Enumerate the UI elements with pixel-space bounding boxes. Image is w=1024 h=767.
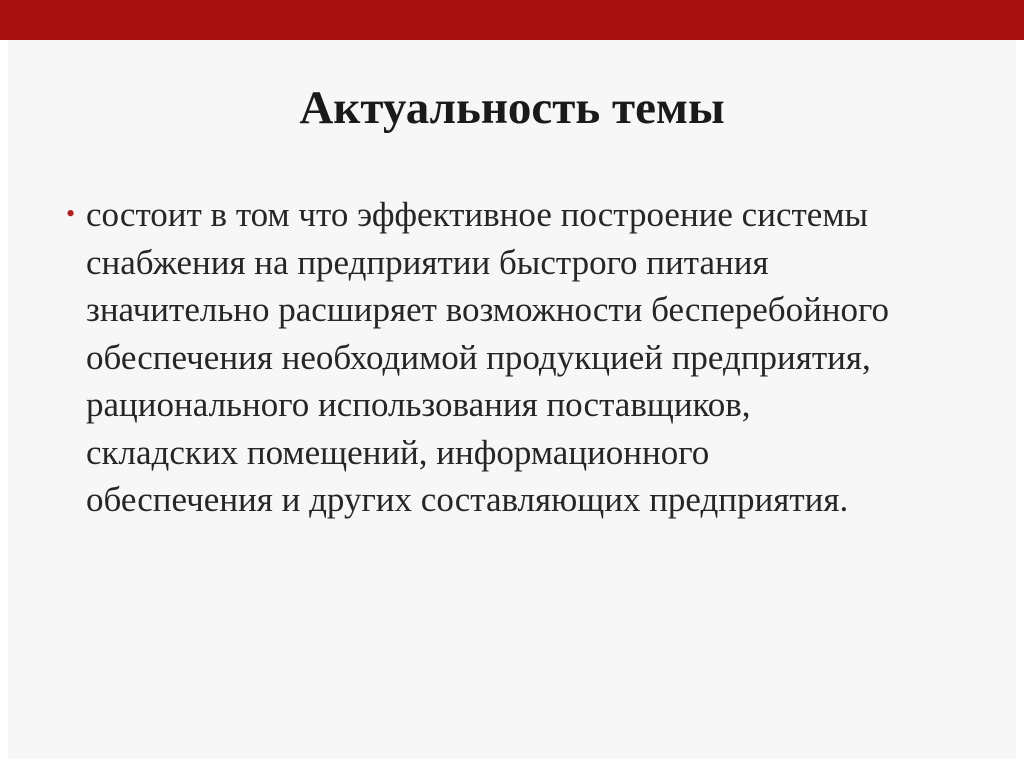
bullet-text: состоит в том что эффективное построение системы снабжения на предприятии быстрого питания значительно расширяет возможности бесперебойного обеспечения необходимой продукцией предприятия, рационального использования поставщиков, складских помещений, информационного обеспечения и других составляющих предприятия.	[86, 195, 890, 519]
top-accent-bar	[0, 0, 1024, 40]
slide-title: Актуальность темы	[299, 82, 725, 134]
bullet-marker: •	[66, 199, 76, 228]
bullet-item	[64, 191, 904, 524]
